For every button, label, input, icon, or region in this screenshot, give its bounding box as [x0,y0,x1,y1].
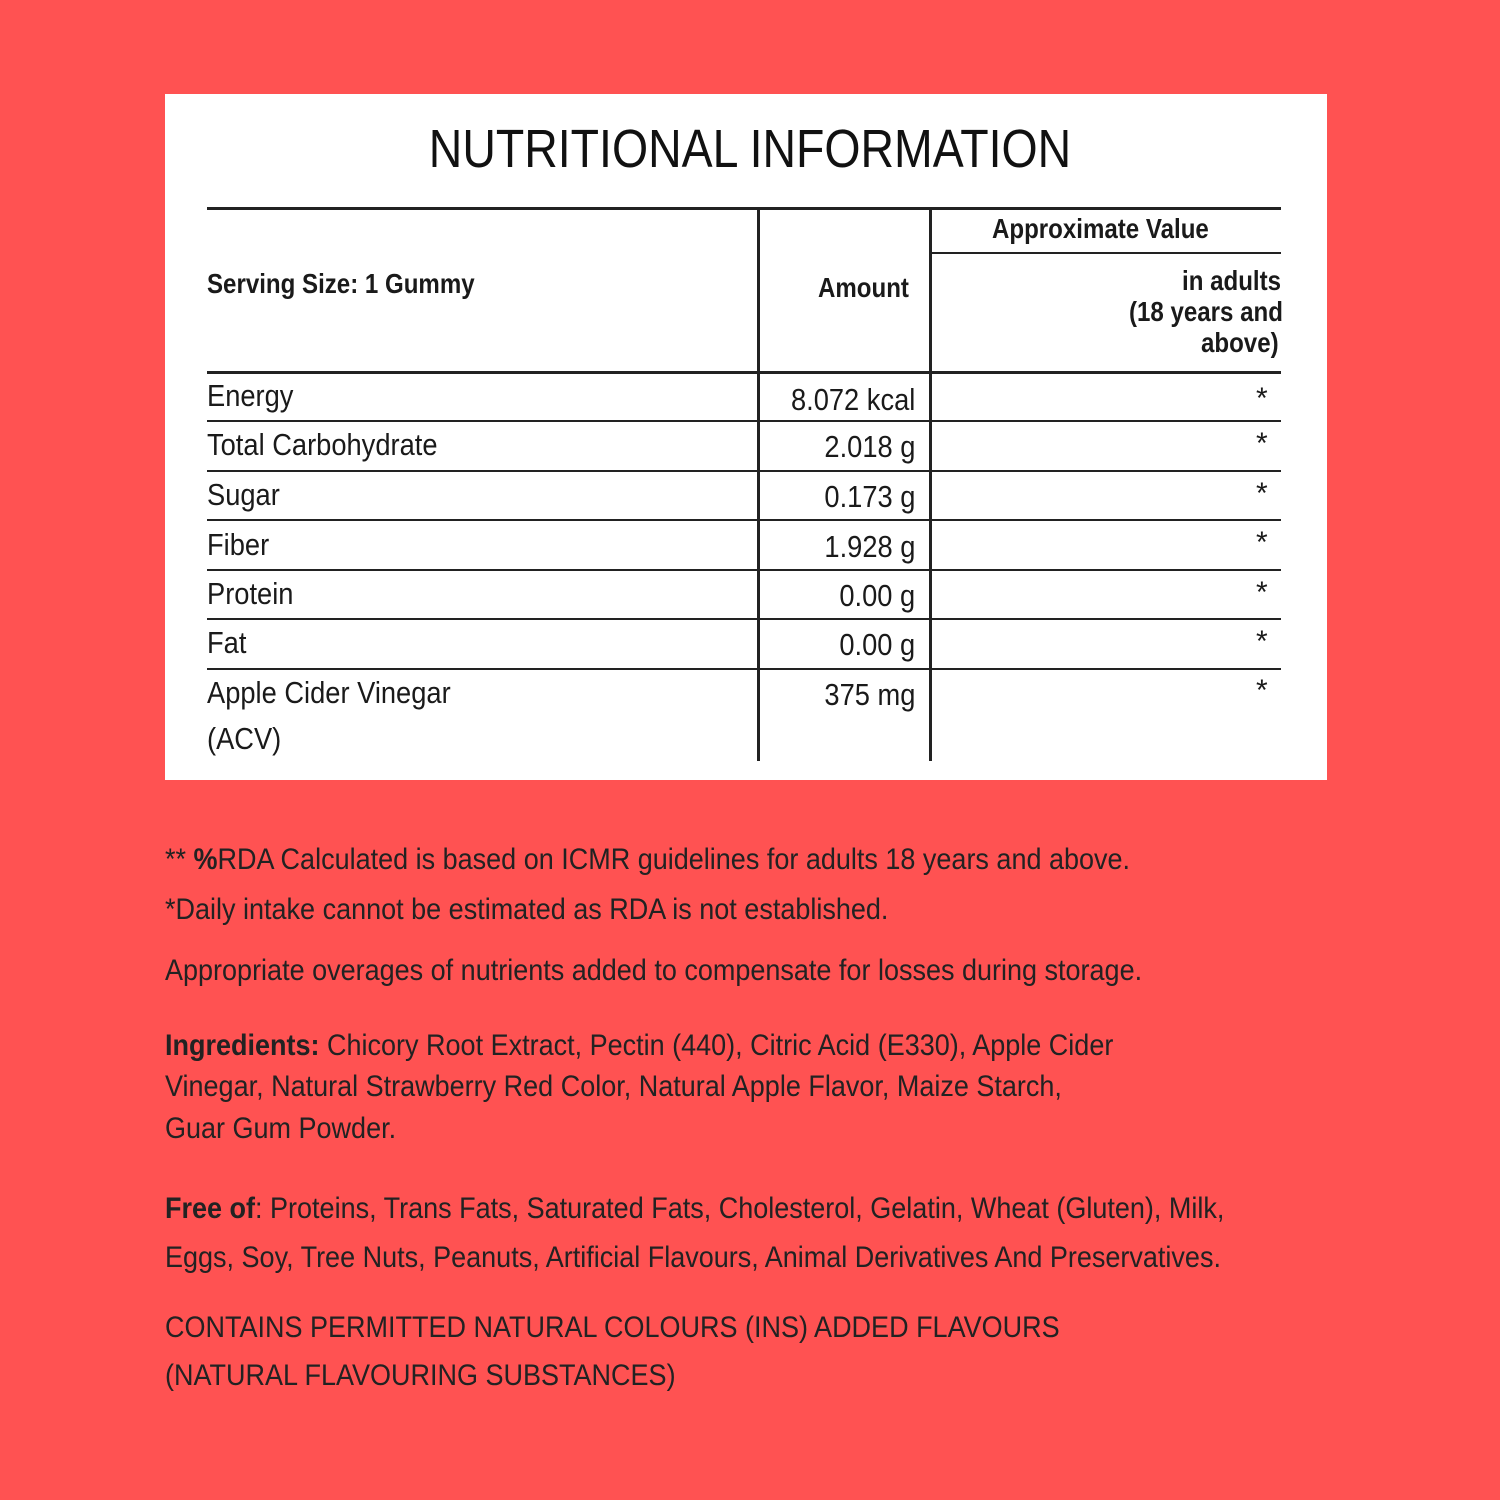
row-value-fat: * [1256,625,1268,658]
overages-note: Appropriate overages of nutrients added to compensate for losses during storage. [165,954,1143,987]
approx-divider-rule [930,252,1281,254]
row-label-fat: Fat [207,625,247,660]
row-rule [207,618,1281,620]
row-label-carbohydrate: Total Carbohydrate [207,427,438,462]
header-bottom-rule [207,371,1281,374]
row-amount-fat: 0.00 g [839,627,915,662]
ingredients-line: Guar Gum Powder. [165,1112,397,1145]
row-value-carbohydrate: * [1256,427,1268,460]
free-of-label: Free of [165,1192,256,1225]
rda-note-percent: % [193,843,218,876]
ingredients-line: Vinegar, Natural Strawberry Red Color, Natural Apple Flavor, Maize Starch, [165,1070,1062,1103]
amount-header: Amount [818,272,909,303]
free-of-line: Eggs, Soy, Tree Nuts, Peanuts, Artificial Flavours, Animal Derivatives And Preservatives. [165,1241,1221,1274]
ingredients-label: Ingredients: [165,1029,320,1062]
adults-header-line: above) [1201,327,1279,358]
free-of-text: : Proteins, Trans Fats, Saturated Fats, Cholesterol, Gelatin, Wheat (Gluten), Milk, [255,1192,1225,1225]
row-label-acv: Apple Cider Vinegar [207,675,451,710]
row-value-fiber: * [1256,526,1268,559]
row-amount-energy: 8.072 kcal [790,382,915,417]
row-rule [207,470,1281,472]
approx-value-header: Approximate Value [992,213,1209,244]
ingredients-line [165,1029,1113,1063]
row-value-protein: * [1256,576,1268,609]
panel-title: NUTRITIONAL INFORMATION [428,119,1072,179]
column-divider [929,210,932,761]
ingredients-text: Chicory Root Extract, Pectin (440), Citric Acid (E330), Apple Cider [319,1029,1114,1062]
row-amount-acv: 375 mg [824,677,915,712]
free-of-line [165,1192,1224,1226]
row-label-energy: Energy [207,378,294,413]
row-label-protein: Protein [207,576,294,611]
rda-note [165,843,1130,877]
row-rule [207,519,1281,521]
adults-header-line: in adults [1182,265,1282,296]
adults-header-line: (18 years and [1129,296,1283,327]
row-label-acv-abbrev: (ACV) [207,721,282,756]
row-value-sugar: * [1256,477,1268,510]
row-amount-carbohydrate: 2.018 g [823,429,915,464]
column-divider [757,210,760,761]
row-label-sugar: Sugar [207,477,280,512]
row-value-energy: * [1256,382,1268,415]
row-rule [207,569,1281,571]
row-rule [207,668,1281,670]
row-label-fiber: Fiber [207,527,270,562]
rda-note-prefix: ** [165,843,194,876]
rda-note-text: RDA Calculated is based on ICMR guidelines for adults 18 years and above. [217,843,1131,876]
table-top-rule [207,207,1281,210]
row-amount-protein: 0.00 g [839,578,915,613]
serving-size-header: Serving Size: 1 Gummy [207,268,475,299]
row-value-acv: * [1256,674,1268,707]
daily-intake-note: *Daily intake cannot be estimated as RDA is not established. [165,893,889,926]
row-rule [207,420,1281,422]
row-amount-fiber: 1.928 g [823,529,915,564]
contains-line: CONTAINS PERMITTED NATURAL COLOURS (INS) ADDED FLAVOURS [165,1311,1060,1344]
contains-line: (NATURAL FLAVOURING SUBSTANCES) [165,1359,676,1392]
row-amount-sugar: 0.173 g [823,479,915,514]
